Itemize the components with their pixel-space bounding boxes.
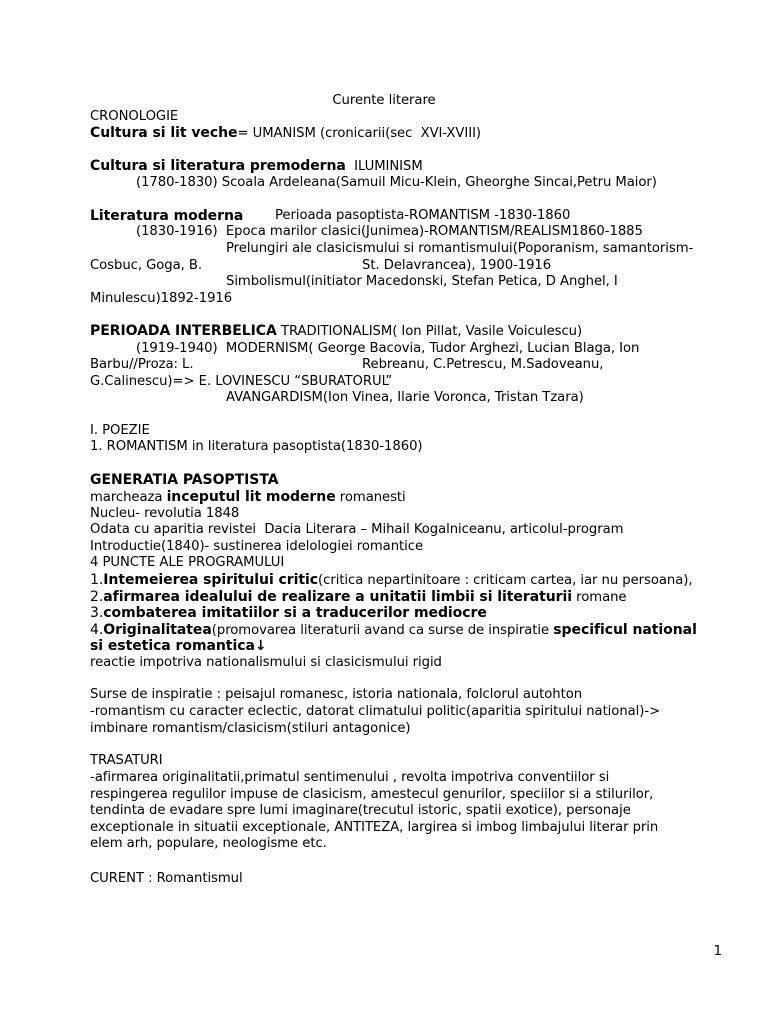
program-point-2 [90,589,626,606]
interbelica-line-5: AVANGARDISM(Ion Vinea, Ilarie Voronca, Tristan Tzara) [226,390,584,405]
point-3-number: 3. [90,605,104,621]
trasaturi-line-1: -afirmarea originalitatii,primatul sentimenului , revolta impotriva conventiilor si [90,770,610,785]
cronologie-heading: CRONOLOGIE [90,109,179,124]
page-number: 1 [713,944,722,959]
program-point-4 [90,622,697,639]
moderna-text: Perioada pasoptista-ROMANTISM -1830-1860 [275,208,571,223]
moderna-line-2: (1830-1916) Epoca marilor clasici(Junimea)-ROMANTISM/REALISM1860-1885 [136,224,643,239]
premoderna-line-2: (1780-1830) Scoala Ardeleana(Samuil Micu-Klein, Gheorghe Sincai,Petru Maior) [136,175,657,190]
point-1-number: 1. [90,572,104,588]
generatia-l1b: inceputul lit moderne [166,489,336,505]
moderna-line-6: Minulescu)1892-1916 [90,291,233,306]
premoderna-label: Cultura si literatura premoderna [90,158,346,174]
interbelica-label: PERIOADA INTERBELICA [90,323,277,339]
point-2-text: romane [572,590,627,605]
premoderna-text: ILUMINISM [345,159,423,174]
moderna-line-5: Simbolismul(initiator Macedonski, Stefan Petica, D Anghel, I [226,274,618,289]
point-4-number: 4. [90,622,104,638]
interbelica-line-3a: Barbu//Proza: L. [90,357,194,372]
generatia-heading: GENERATIA PASOPTISTA [90,472,279,488]
moderna-line [90,208,243,225]
poezie-subheading: 1. ROMANTISM in literatura pasoptista(1830-1860) [90,439,423,454]
cultura-veche-label: Cultura si lit veche [90,125,238,141]
moderna-line-3: Prelungiri ale clasicismului si romantismului(Poporanism, samantorism- [226,241,694,256]
interbelica-line [90,323,582,340]
program-point-1 [90,572,692,589]
point-3-label: combaterea imitatiilor si a traducerilor mediocre [103,605,487,621]
page-title: Curente literare [332,93,436,108]
point-4-text: (promovarea literaturii avand ca surse de inspiratie [211,623,554,638]
interbelica-line-2: (1919-1940) MODERNISM( George Bacovia, Tudor Arghezi, Lucian Blaga, Ion [136,341,640,356]
trasaturi-heading: TRASATURI [90,753,163,768]
cultura-veche-line [90,125,481,142]
trasaturi-line-3: tendinta de evadare spre lumi imaginare(trecutul istoric, spatii exotice), personaje [90,803,631,818]
generatia-l1c: romanesti [335,490,406,505]
interbelica-line-3b: Rebreanu, C.Petrescu, M.Sadoveanu, [362,357,604,372]
trasaturi-line-2: respingerea regulilor impuse de clasicism, amestecul genurilor, speciilor si a stilurilor, [90,787,654,802]
point-1-label: Intemeierea spiritului critic [103,572,319,588]
generatia-line-4: Introductie(1840)- sustinerea idelologiei romantice [90,539,424,554]
generatia-line-2: Nucleu- revolutia 1848 [90,506,240,521]
program-point-4-line-2: si estetica romantica↓ [90,638,267,654]
point-2-label: afirmarea idealului de realizare a unitatii limbii si literaturii [103,589,573,605]
moderna-label: Literatura moderna [90,208,244,224]
interbelica-text: TRADITIONALISM( Ion Pillat, Vasile Voiculescu) [276,324,583,339]
trasaturi-line-4: exceptionale in situatii exceptionale, ANTITEZA, largirea si imbog limbajului literar prin [90,820,659,835]
premoderna-line [90,158,423,175]
poezie-heading: I. POEZIE [90,423,150,438]
point-2-number: 2. [90,589,104,605]
point-4-label-2: specificul national [553,622,697,638]
generatia-line-6: reactie impotriva nationalismului si clasicismului rigid [90,655,442,670]
generatia-line-1 [90,489,406,506]
program-heading: 4 PUNCTE ALE PROGRAMULUI [90,555,285,570]
generatia-line-3: Odata cu aparitia revistei Dacia Literara – Mihail Kogalniceanu, articolul-program [90,522,624,537]
curent-line: CURENT : Romantismul [90,871,243,886]
point-1-text: (critica nepartinitoare : criticam cartea, iar nu persoana), [318,573,693,588]
surse-line-1: Surse de inspiratie : peisajul romanesc, istoria nationala, folclorul autohton [90,687,583,702]
moderna-line-4a: Cosbuc, Goga, B. [90,258,203,273]
program-point-3 [90,605,487,622]
point-4-label: Originalitatea [103,622,212,638]
moderna-line-4b: St. Delavrancea), 1900-1916 [362,258,552,273]
surse-line-3: imbinare romantism/clasicism(stiluri antagonice) [90,721,411,736]
surse-line-2: -romantism cu caracter eclectic, datorat climatului politic(aparitia spiritului national)-> [90,704,661,719]
trasaturi-line-5: elem arh, populare, neologisme etc. [90,836,327,851]
interbelica-line-4: G.Calinescu)=> E. LOVINESCU “SBURATORUL” [90,374,393,389]
cultura-veche-text: = UMANISM (cronicarii(sec XVI-XVIII) [237,126,481,141]
generatia-l1a: marcheaza [90,490,167,505]
